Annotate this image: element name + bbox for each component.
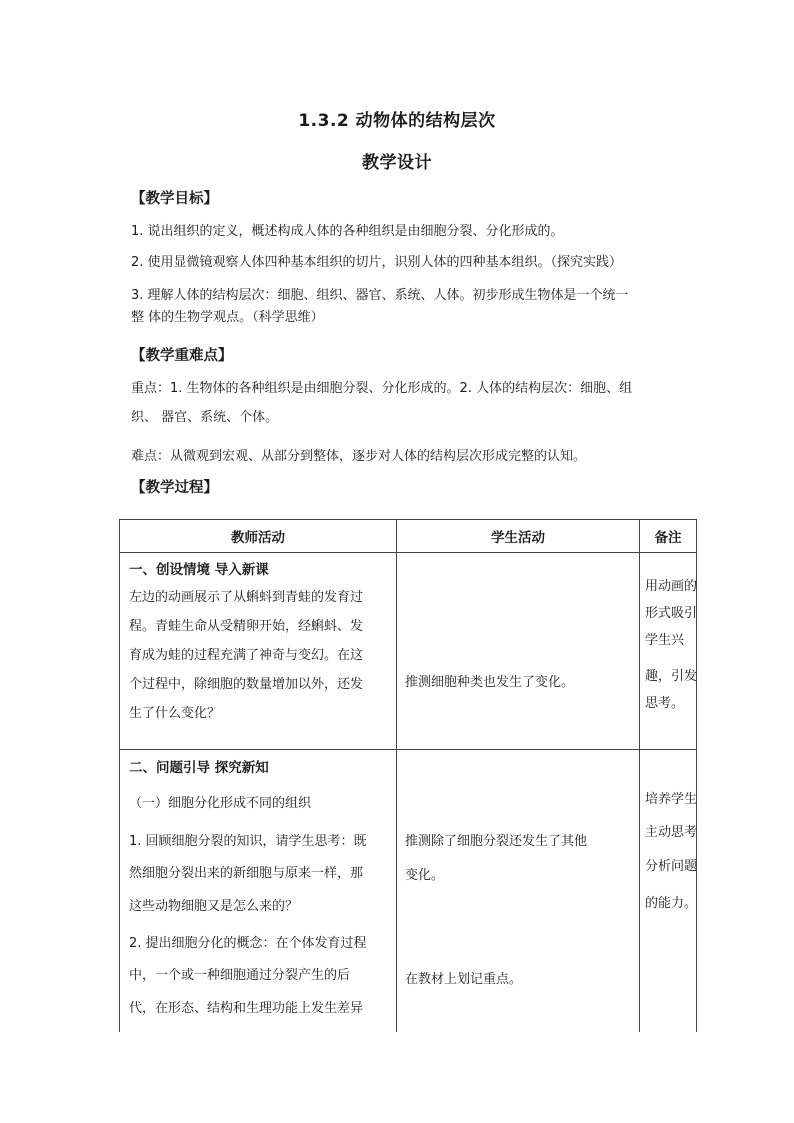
row2-teacher-line: 中，一个或一种细胞通过分裂产生的后 — [129, 968, 351, 983]
key-point-line-1: 重点：1. 生物体的各种组织是由细胞分裂、分化形成的。2. 人体的结构层次：细胞、组 — [131, 381, 633, 396]
row1-note-line: 用动画的 — [645, 579, 698, 594]
row2-teacher-line: 然细胞分裂出来的新细胞与原来一样，那 — [129, 866, 364, 881]
goal-item-2: 2. 使用显微镜观察人体四种基本组织的切片，识别人体的四种基本组织。（探究实践） — [131, 255, 623, 270]
lesson-table — [119, 519, 697, 1032]
difficulty-line: 难点：从微观到宏观、从部分到整体，逐步对人体的结构层次形成完整的认知。 — [131, 449, 587, 464]
header-notes: 备注 — [640, 520, 697, 553]
row2-student-line: 在教材上划记重点。 — [405, 972, 523, 987]
document-subtitle: 教学设计 — [362, 153, 432, 173]
keypoints-heading: 【教学重难点】 — [131, 348, 233, 364]
row1-note-line: 学生兴 — [645, 633, 685, 648]
row1-teacher-line: 左边的动画展示了从蝌蚪到青蛙的发育过 — [129, 590, 364, 605]
row1-notes-cell — [640, 553, 697, 750]
row1-teacher-line: 育成为蛙的过程充满了神奇与变幻。在这 — [129, 648, 364, 663]
row1-student-cell — [397, 553, 640, 750]
row2-note-line: 培养学生 — [645, 792, 698, 807]
header-teacher: 教师活动 — [120, 520, 397, 553]
goal-item-3-line-1: 3. 理解人体的结构层次：细胞、组织、器官、系统、人体。初步形成生物体是一个统一 — [131, 288, 629, 303]
row2-subsection-title: （一）细胞分化形成不同的组织 — [129, 796, 312, 811]
document-title: 1.3.2 动物体的结构层次 — [298, 111, 496, 131]
row2-note-line: 分析问题 — [645, 859, 698, 874]
row2-teacher-line: 这些动物细胞又是怎么来的？ — [129, 899, 299, 914]
row2-note-line: 的能力。 — [645, 896, 698, 911]
row2-note-line: 主动思考 — [645, 825, 698, 840]
row1-note-line: 思考。 — [645, 696, 685, 711]
row2-notes-cell — [640, 750, 697, 1033]
process-heading: 【教学过程】 — [131, 480, 218, 496]
goal-item-1: 1. 说出组织的定义，概述构成人体的各种组织是由细胞分裂、分化形成的。 — [131, 224, 564, 239]
row1-section-title: 一、创设情境 导入新课 — [129, 562, 269, 578]
row2-teacher-line: 1. 回顾细胞分裂的知识，请学生思考：既 — [129, 834, 367, 849]
row1-teacher-line: 程。青蛙生命从受精卵开始，经蝌蚪、发 — [129, 619, 364, 634]
row2-section-title: 二、问题引导 探究新知 — [129, 760, 269, 776]
key-point-line-2: 织、 器官、系统、个体。 — [131, 410, 279, 425]
header-student: 学生活动 — [397, 520, 640, 553]
row1-note-line: 趣，引发 — [645, 669, 698, 684]
row2-student-line: 变化。 — [405, 868, 445, 883]
goal-item-3-line-2: 整 体的生物学观点。（科学思维） — [131, 310, 324, 325]
row1-student-text: 推测细胞种类也发生了变化。 — [405, 675, 575, 690]
row1-teacher-cell — [120, 553, 397, 750]
row2-teacher-line: 2. 提出细胞分化的概念：在个体发育过程 — [129, 936, 367, 951]
row2-teacher-line: 代，在形态、结构和生理功能上发生差异 — [129, 1001, 364, 1016]
row2-teacher-cell — [120, 750, 397, 1033]
row1-note-line: 形式吸引 — [645, 606, 698, 621]
goals-heading: 【教学目标】 — [131, 191, 218, 207]
row1-teacher-line: 个过程中，除细胞的数量增加以外，还发 — [129, 677, 364, 692]
row2-student-cell — [397, 750, 640, 1033]
row1-teacher-line: 生了什么变化？ — [129, 706, 221, 721]
row2-student-line: 推测除了细胞分裂还发生了其他 — [405, 834, 588, 849]
